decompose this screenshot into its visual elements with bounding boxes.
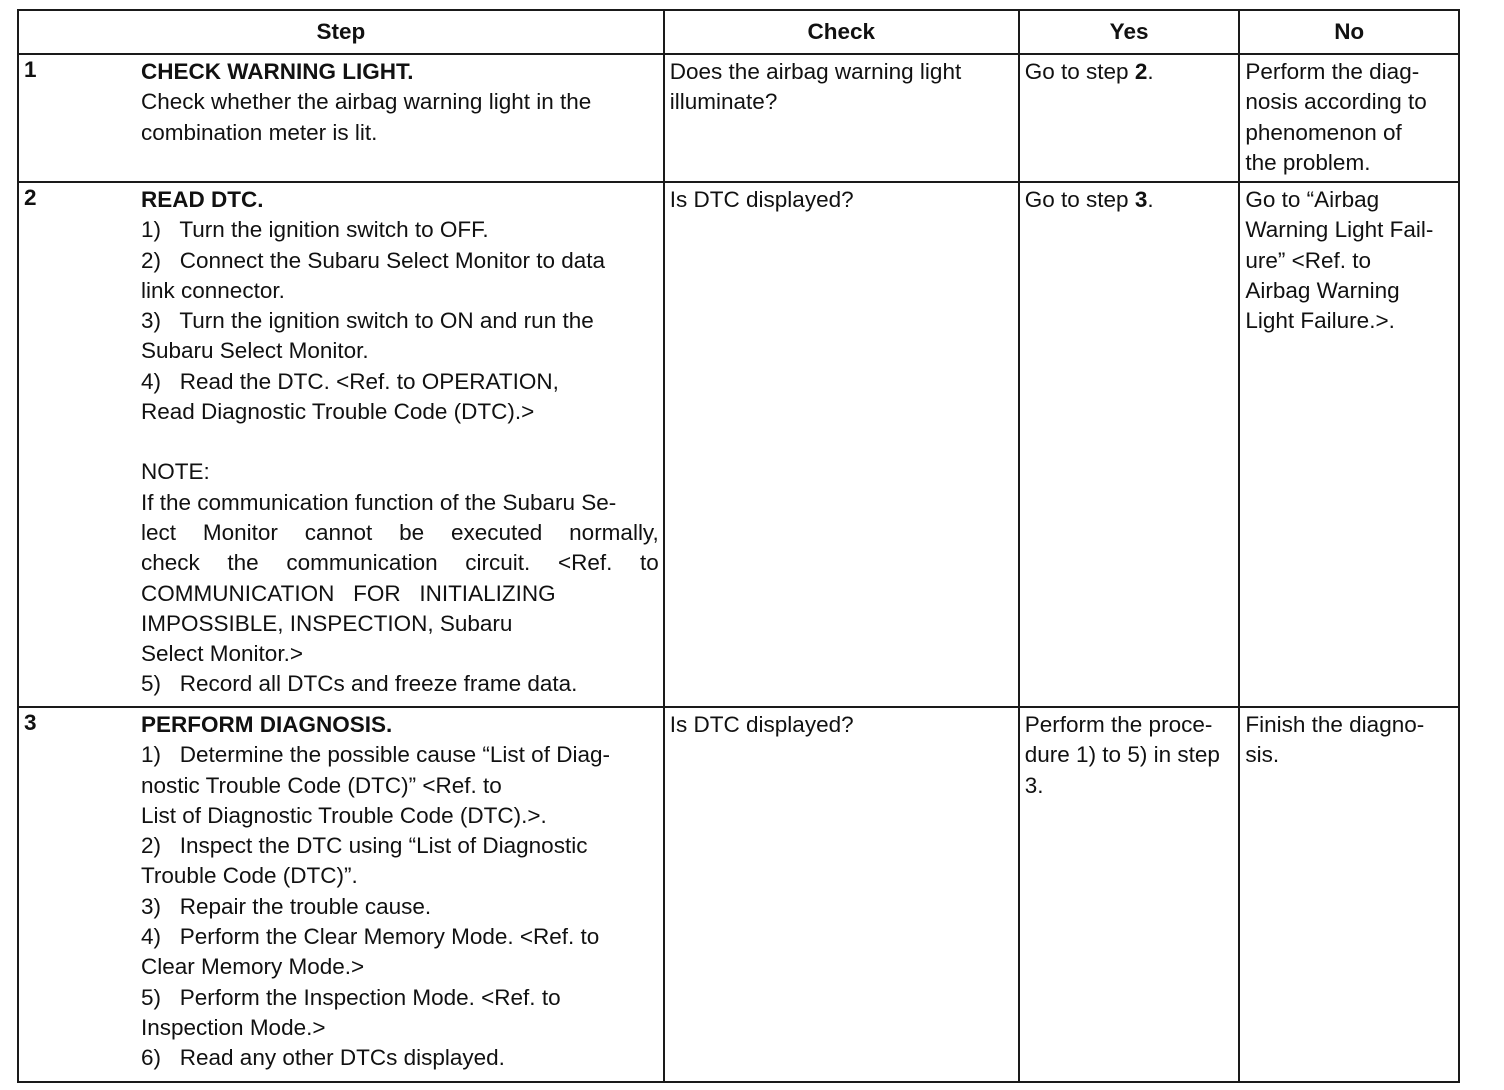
step-text-line: Trouble Code (DTC)”. xyxy=(141,863,358,889)
no-text-line: phenomenon of xyxy=(1245,119,1402,145)
check-text-line: Does the airbag warning light xyxy=(669,59,962,84)
check-cell xyxy=(664,707,1019,1082)
no-text-line: nosis according to xyxy=(1245,89,1427,115)
step-cell xyxy=(18,182,664,707)
check-text-line: illuminate? xyxy=(669,89,778,115)
step-text-line: 6) Read any other DTCs displayed. xyxy=(141,1045,505,1071)
no-text-line: Go to “Airbag xyxy=(1245,187,1380,212)
header-step: Step xyxy=(18,10,664,54)
step-text-line: 5) Record all DTCs and freeze frame data. xyxy=(141,671,578,697)
yes-text-suffix: . xyxy=(1147,59,1154,84)
step-text-line: link connector. xyxy=(141,277,285,303)
no-text-line: ure” <Ref. to xyxy=(1245,247,1372,273)
note-label: NOTE: xyxy=(141,459,210,485)
step-cell xyxy=(18,54,664,182)
no-text-line: Perform the diag- xyxy=(1245,59,1420,84)
step-title: READ DTC. xyxy=(141,187,264,212)
note-text-line: COMMUNICATION FOR INITIALIZING xyxy=(141,580,556,606)
yes-text: Go to step xyxy=(1024,187,1135,212)
check-cell xyxy=(664,54,1019,182)
yes-cell xyxy=(1019,182,1240,707)
step-text-line: 2) Inspect the DTC using “List of Diagnostic xyxy=(141,833,588,859)
step-text-line: 4) Read the DTC. <Ref. to OPERATION, xyxy=(141,368,559,394)
yes-text-line: Perform the proce- xyxy=(1024,712,1213,737)
yes-step-number: 3 xyxy=(1134,187,1148,212)
note-text-line: lect Monitor cannot be executed normally, xyxy=(141,519,659,545)
no-cell xyxy=(1239,54,1459,182)
step-text-line: 4) Perform the Clear Memory Mode. <Ref. to xyxy=(141,924,600,950)
no-text-line: Light Failure.>. xyxy=(1245,308,1395,334)
diagnostic-procedure-table xyxy=(17,9,1460,1083)
yes-text-line: dure 1) to 5) in step xyxy=(1024,742,1220,768)
yes-step-number: 2 xyxy=(1134,59,1148,84)
yes-text: Go to step xyxy=(1024,59,1135,84)
step-text-line: 2) Connect the Subaru Select Monitor to data xyxy=(141,247,606,273)
step-cell xyxy=(18,707,664,1082)
check-text: Is DTC displayed? xyxy=(669,712,854,737)
header-check: Check xyxy=(664,10,1019,54)
yes-cell xyxy=(1019,707,1240,1082)
step-text-line: combination meter is lit. xyxy=(141,119,378,145)
step-text-line: Inspection Mode.> xyxy=(141,1014,326,1040)
no-text-line: Finish the diagno- xyxy=(1245,712,1425,737)
step-text-line: Subaru Select Monitor. xyxy=(141,338,369,364)
step-text-line: Clear Memory Mode.> xyxy=(141,954,365,980)
spacer xyxy=(141,427,659,457)
no-cell xyxy=(1239,182,1459,707)
step-text-line: List of Diagnostic Trouble Code (DTC).>. xyxy=(141,802,547,828)
step-number: 3 xyxy=(24,710,37,735)
step-title: CHECK WARNING LIGHT. xyxy=(141,59,414,84)
check-cell xyxy=(664,182,1019,707)
check-text: Is DTC displayed? xyxy=(669,187,854,212)
yes-cell xyxy=(1019,54,1240,182)
header-yes: Yes xyxy=(1019,10,1240,54)
step-text-line: 1) Turn the ignition switch to OFF. xyxy=(141,217,489,243)
table-row xyxy=(18,182,1459,707)
note-text-line: Select Monitor.> xyxy=(141,641,303,667)
no-text-line: Warning Light Fail- xyxy=(1245,217,1434,243)
step-text-line: nostic Trouble Code (DTC)” <Ref. to xyxy=(141,772,502,798)
step-number: 1 xyxy=(24,57,37,82)
step-number: 2 xyxy=(24,185,37,210)
no-text-line: the problem. xyxy=(1245,149,1371,175)
no-text-line: sis. xyxy=(1245,742,1280,768)
step-text-line: 3) Repair the trouble cause. xyxy=(141,893,432,919)
note-text-line: check the communication circuit. <Ref. to xyxy=(141,550,659,576)
table-row xyxy=(18,707,1459,1082)
step-text-line: 3) Turn the ignition switch to ON and run the xyxy=(141,308,594,334)
no-text-line: Airbag Warning xyxy=(1245,277,1400,303)
step-title: PERFORM DIAGNOSIS. xyxy=(141,712,393,737)
table-row xyxy=(18,54,1459,182)
step-text-line: Read Diagnostic Trouble Code (DTC).> xyxy=(141,399,535,425)
step-text-line: 5) Perform the Inspection Mode. <Ref. to xyxy=(141,984,561,1010)
note-text-line: If the communication function of the Subaru Se- xyxy=(141,489,617,515)
step-text-line: Check whether the airbag warning light in the xyxy=(141,89,592,115)
note-text-line: IMPOSSIBLE, INSPECTION, Subaru xyxy=(141,610,513,636)
yes-text-line: 3. xyxy=(1024,772,1044,798)
header-no: No xyxy=(1239,10,1459,54)
no-cell xyxy=(1239,707,1459,1082)
step-text-line: 1) Determine the possible cause “List of Diag- xyxy=(141,742,610,768)
table-header-row xyxy=(18,10,1459,54)
yes-text-suffix: . xyxy=(1147,187,1154,212)
